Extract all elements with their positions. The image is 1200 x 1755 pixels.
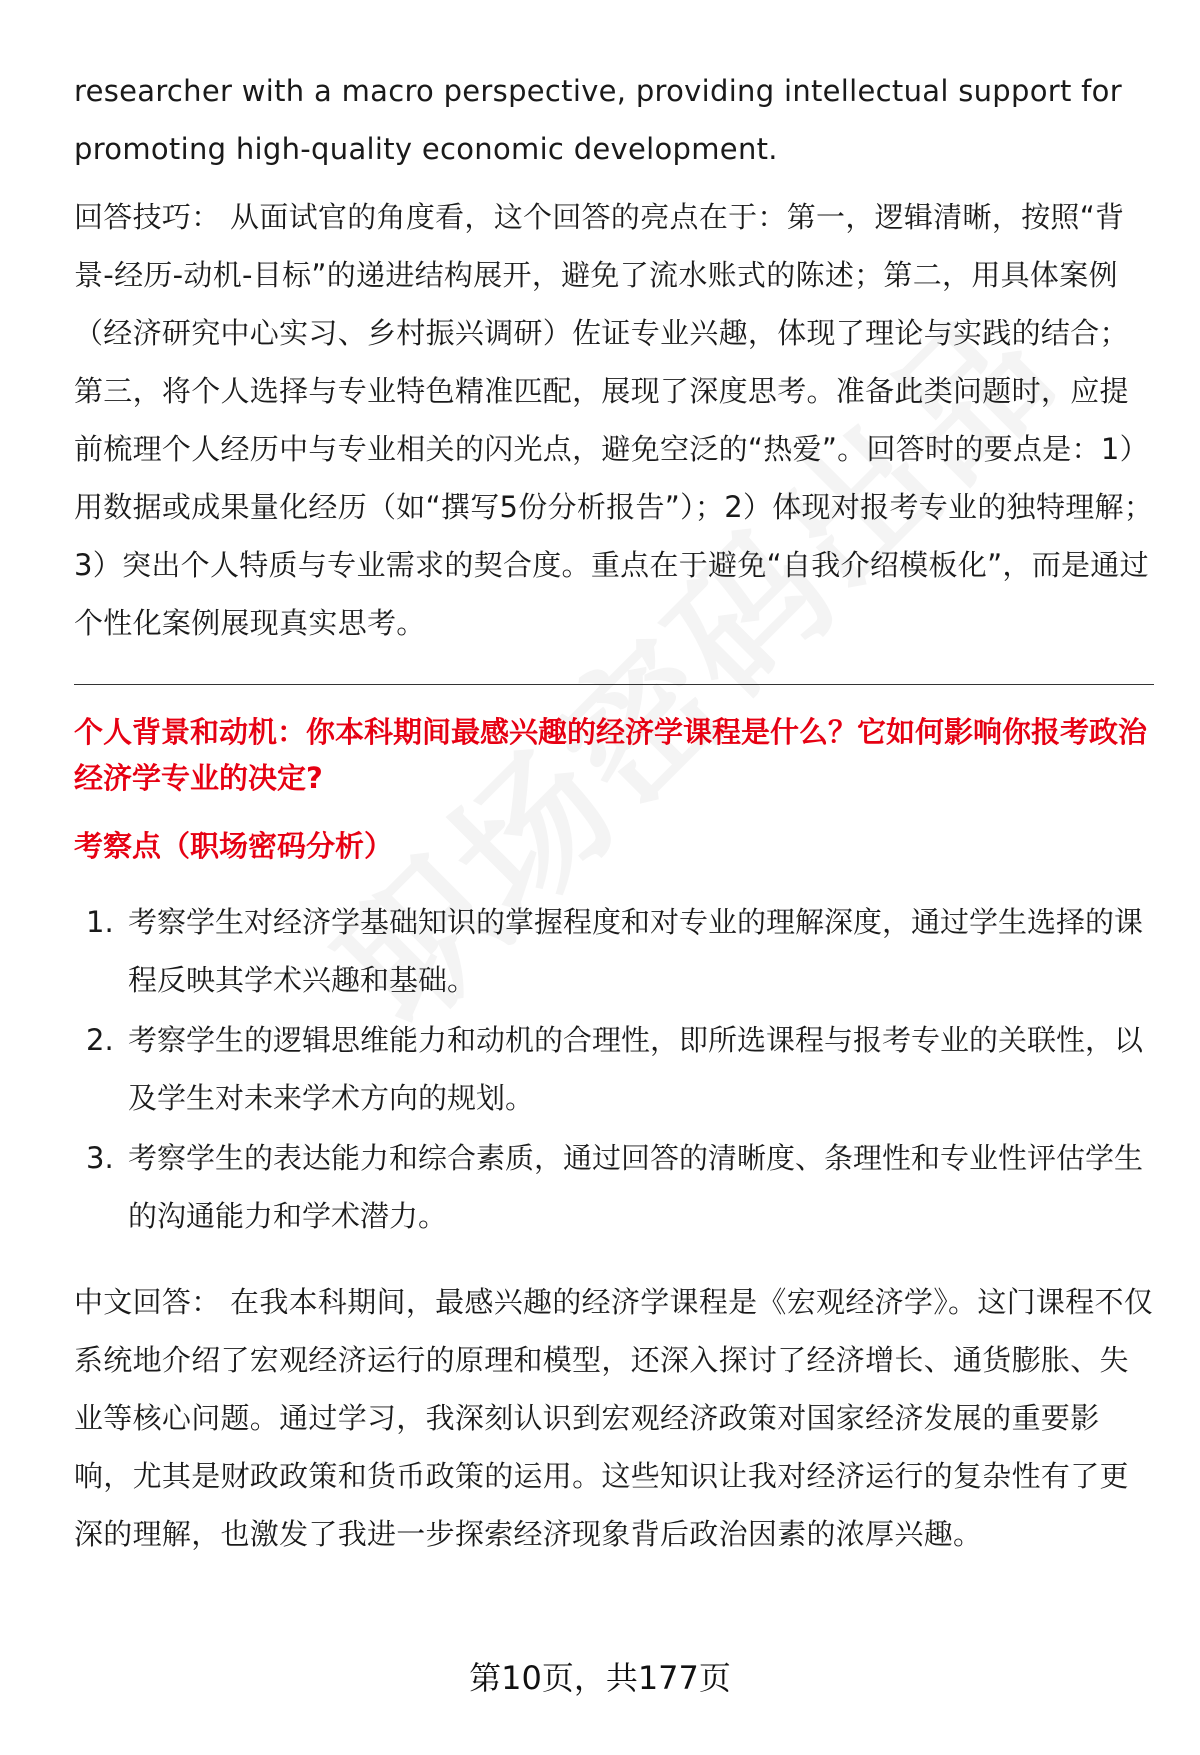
answer-paragraph [74,1273,1154,1563]
list-number: 3. [86,1141,114,1175]
answer-text: 在我本科期间，最感兴趣的经济学课程是《宏观经济学》。这门课程不仅系统地介绍了宏观经济运行的原理和模型，还深入探讨了经济增长、通货膨胀、失业等核心问题。通过学习，我深刻认识到宏观经济政策对国家经济发展的重要影响，尤其是财政政策和货币政策的运用。这些知识让我对经济运行的复杂性有了更深的理解，也激发了我进一步探索经济现象背后政治因素的浓厚兴趣。 [74,1285,1154,1551]
tip-text: 从面试官的角度看，这个回答的亮点在于：第一，逻辑清晰，按照“背景-经历-动机-目标”的递进结构展开，避免了流水账式的陈述；第二，用具体案例（经济研究中心实习、乡村振兴调研）佐证专业兴趣，体现了理论与实践的结合；第三，将个人选择与专业特色精准匹配，展现了深度思考。准备此类问题时，应提前梳理个人经历中与专业相关的闪光点，避免空泛的“热爱”。回答时的要点是：1）用数据或成果量化经历（如“撰写5份分析报告”）；2）体现对报考专业的独特理解；3）突出个人特质与专业需求的契合度。重点在于避免“自我介绍模板化”，而是通过个性化案例展现真实思考。 [74,200,1154,640]
list-item [74,1011,1154,1127]
list-number: 1. [86,905,114,939]
document-page [74,62,1154,1563]
list-text: 考察学生对经济学基础知识的掌握程度和对专业的理解深度，通过学生选择的课程反映其学术兴趣和基础。 [128,905,1144,997]
list-number: 2. [86,1023,114,1057]
list-item [74,1129,1154,1245]
section-divider [74,684,1154,685]
tip-label: 回答技巧： [74,200,221,234]
section-title: 考察点（职场密码分析） [74,829,394,863]
list-item [74,893,1154,1009]
list-text: 考察学生的逻辑思维能力和动机的合理性，即所选课程与报考专业的关联性，以及学生对未来学术方向的规划。 [128,1023,1144,1115]
intro-paragraph: researcher with a macro perspective, providing intellectual support for promoting high-quality economic development. [74,74,1122,166]
list-text: 考察学生的表达能力和综合素质，通过回答的清晰度、条理性和专业性评估学生的沟通能力和学术潜力。 [128,1141,1144,1233]
page-footer: 第10页，共177页 [469,1659,731,1697]
question-title: 个人背景和动机：你本科期间最感兴趣的经济学课程是什么？它如何影响你报考政治经济学专业的决定? [74,715,1148,795]
answer-label: 中文回答： [74,1285,221,1319]
tip-paragraph [74,188,1154,652]
assessment-points-list [74,893,1154,1245]
